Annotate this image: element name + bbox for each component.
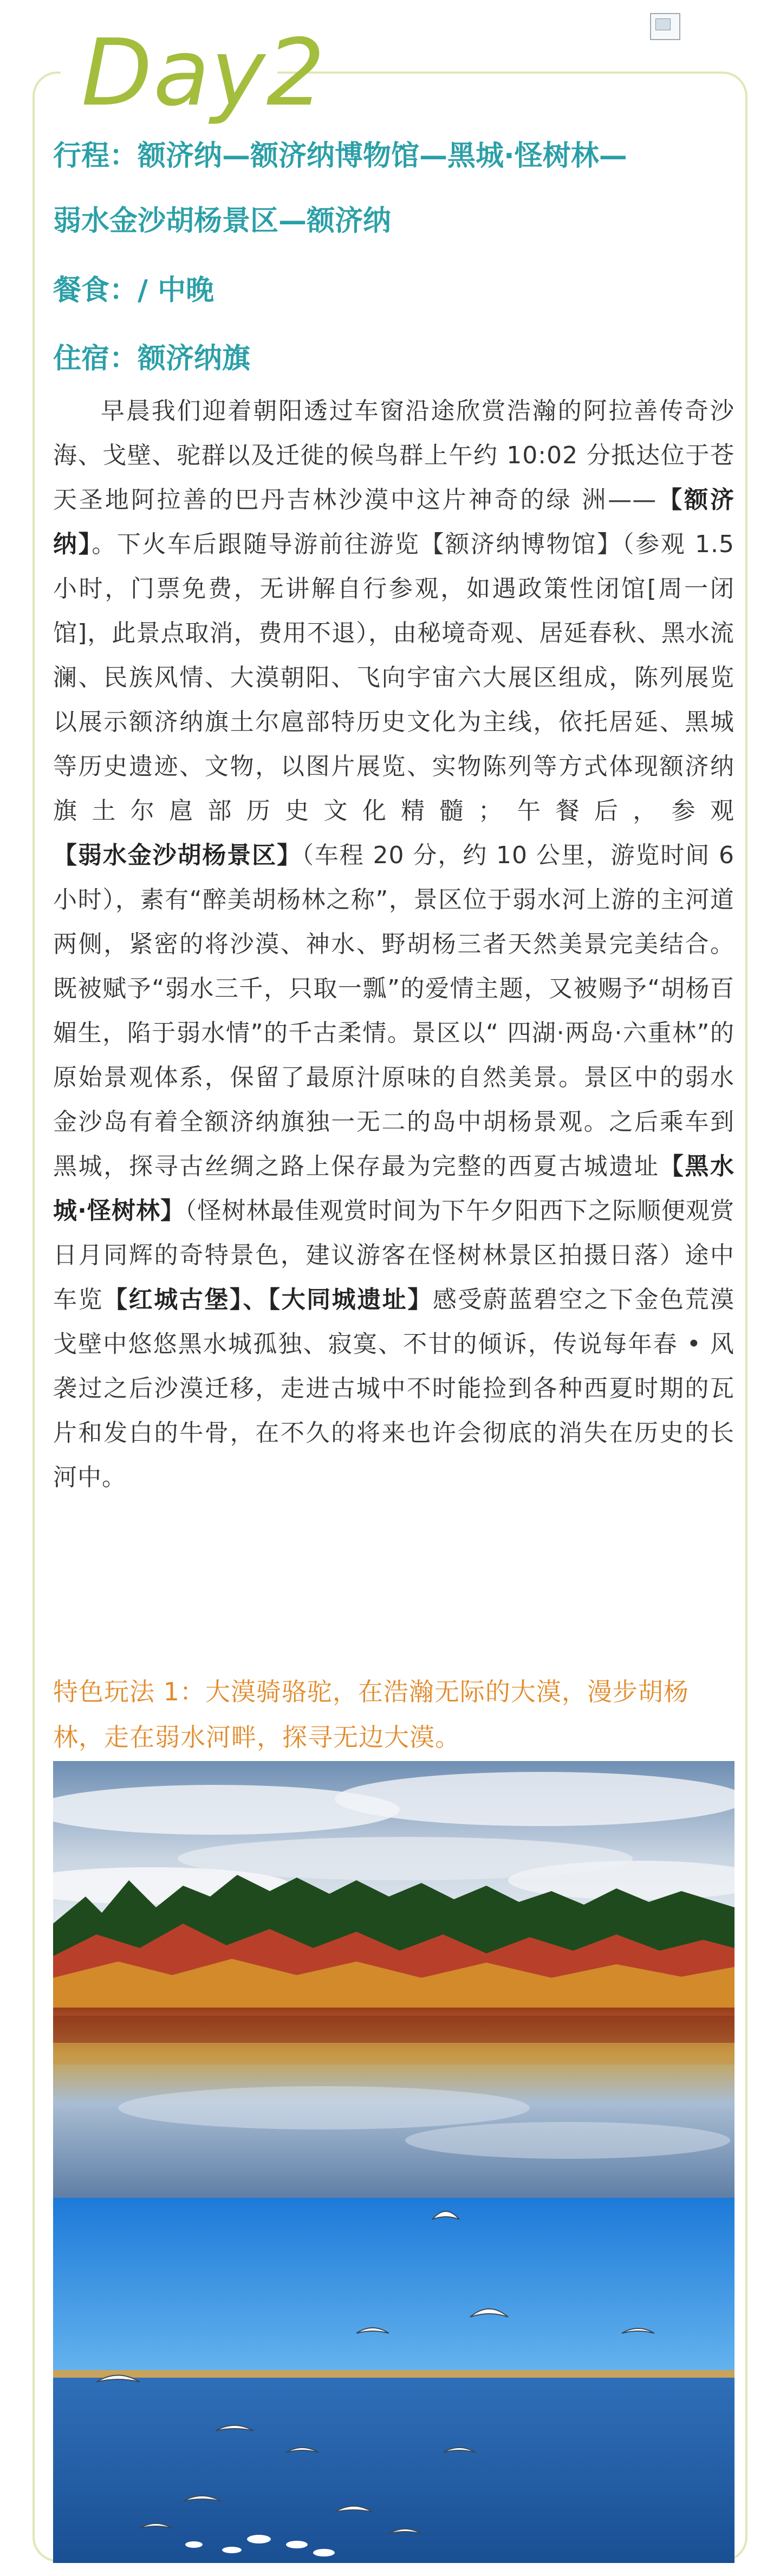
desc-part-3: （车程 20 分，约 10 公里，游览时间 6 小时），素有“醉美胡杨林之称”，景区位于弱水河上游的主河道两侧，紧密的将沙漠、神水、野胡杨三者天然美景完美结合。既被赋予“弱水三千，只取一瓢”的爱情主题，又被赐予“胡杨百媚生，陷于弱水情”的千古柔情。景区以“ 四湖·两岛·六重林”的原始景观体系，保留了最原汁原味的自然美景。景区中的弱水金沙岛有着全额济纳旗独一无二的岛中胡杨景观。之后乘车到黑城，探寻古丝绸之路上保存最为完整的西夏古城遗址 — [53, 842, 735, 1180]
feature-activity: 特色玩法 1：大漠骑骆驼，在浩瀚无际的大漠，漫步胡杨林，走在弱水河畔，探寻无边大漠。 — [53, 1677, 689, 1752]
route-label: 行程： — [53, 140, 138, 172]
desc-part-5: 感受蔚蓝碧空之下金色荒漠戈壁中悠悠黑水城孤独、寂寞、不甘的倾诉，传说每年春 • 风袭过之后沙漠迁移，走进古城中不时能捡到各种西夏时期的瓦片和发白的牛骨，在不久的将来也许会彻底的消失在历史的长河中。 — [53, 1286, 735, 1491]
seagull-lake-photo — [53, 2198, 734, 2563]
highlight-castles: 【红城古堡】、【大同城遗址】 — [103, 1286, 433, 1313]
desc-part-2: 。下火车后跟随导游前往游览【额济纳博物馆】（参观 1.5 小时，门票免费，无讲解自行参观，如遇政策性闭馆[周一闭馆]，此景点取消，费用不退），由秘境奇观、居延春秋、黑水流澜、民族风情、大漠朝阳、飞向宇宙六大展区组成，陈列展览以展示额济纳旗土尔扈部特历史文化为主线，依托居延、黑城等历史遗迹、文物，以图片展览、实物陈列等方式体现额济纳旗土尔扈部历史文化精髓；午餐后，参观 — [53, 530, 734, 825]
route-line — [53, 140, 736, 172]
stay-label: 住宿： — [53, 342, 138, 375]
day-title: Day2 — [81, 20, 326, 127]
stay-value: 额济纳旗 — [138, 342, 251, 375]
desc-part-4: （怪树林最佳观赏时间为下午夕阳西下之际顺便观赏日月同辉的奇特景色，建议游客在怪树林景区拍摄日落）途中车览 — [53, 1197, 735, 1313]
stay-line — [53, 342, 736, 375]
desc-part-1: 早晨我们迎着朝阳透过车窗沿途欣赏浩瀚的阿拉善传奇沙海、戈壁、驼群以及迁徙的候鸟群上午约 10:02 分抵达位于苍天圣地阿拉善的巴丹吉林沙漠中这片神奇的绿 洲—— — [53, 397, 734, 514]
route-value: 额济纳—额济纳博物馆—黑城·怪树林— — [138, 140, 627, 172]
itinerary-description — [53, 389, 734, 1500]
meals-label: 餐食： — [53, 274, 138, 307]
highlight-heishui: 【黑水城·怪树林】 — [53, 1153, 735, 1225]
broken-image-icon — [650, 13, 680, 40]
highlight-ruoshui: 【弱水金沙胡杨景区】 — [53, 842, 302, 869]
meals-line — [53, 274, 736, 307]
highlight-ejina: 【额济纳】 — [53, 486, 735, 558]
route-line-continued: 弱水金沙胡杨景区—额济纳 — [53, 205, 392, 237]
autumn-lake-photo — [53, 1761, 734, 2198]
meals-value: / 中晚 — [138, 274, 214, 307]
